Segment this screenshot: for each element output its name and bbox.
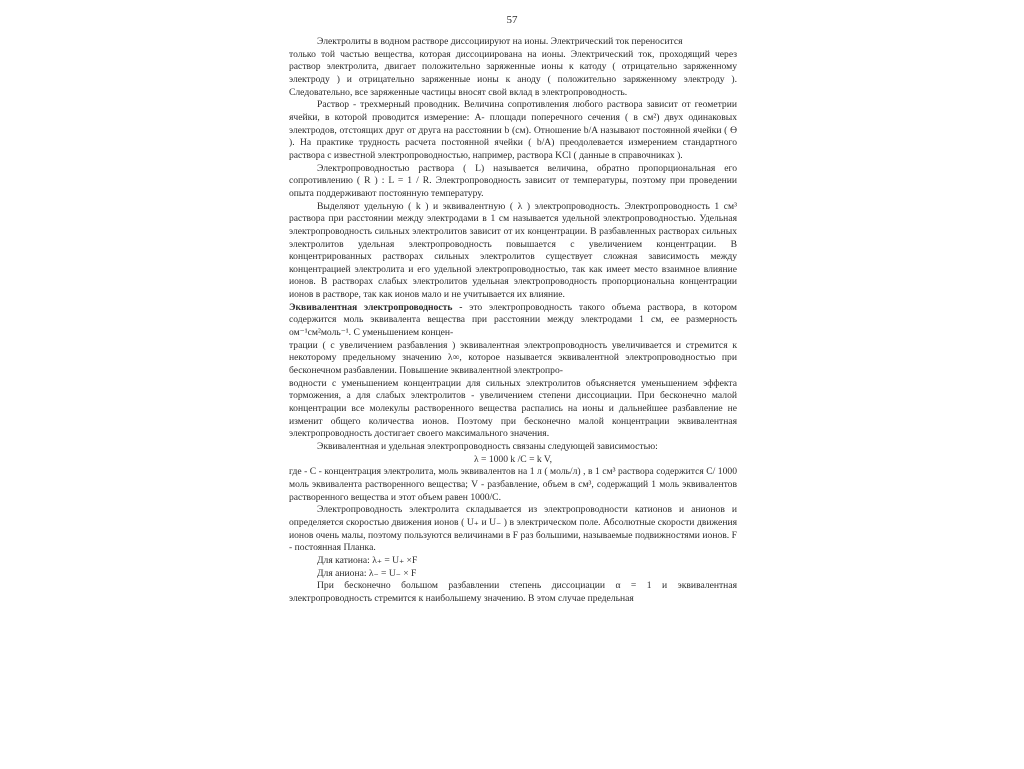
- paragraph: Эквивалентная и удельная электропроводность связаны следующей зависимостью:: [317, 441, 658, 452]
- paragraph: Раствор - трехмерный проводник. Величина сопротивления любого раствора зависит от геометрии ячейки, в которой проводится измерение: А- площади поперечного сечения ( в см²) двух одинаковых электродов, отстоящих друг от друга на расстоянии b (см). Отношение b/A называют постоянной ячейки ( ϴ ). На практике трудность расчета постоянной ячейки ( b/A) преодолевается измерением стандартного раствора с известной электропроводностью, например, раствора KCl ( данные в справочниках ).: [289, 99, 737, 161]
- paragraph: только той частью вещества, которая диссоциирована на ионы. Электрический ток, проходящий через раствор электролита, двигает положительно заряженные ионы к катоду ( отрицательно заряженному электроду ) и отрицательно заряженные ионы к аноду ( положительно заряженному электроду ). Следовательно, все заряженные частицы вносят свой вклад в электропроводность.: [289, 48, 737, 98]
- paragraph: водности с уменьшением концентрации для сильных электролитов объясняется уменьшением эффекта торможения, а для слабых электролитов - увеличением степени диссоциации. При бесконечно малой концентрации все молекулы растворенного вещества распались на ионы и дальнейшее разбавление не изменит общего количества ионов. Поэтому при бесконечно малой концентрации эквивалентная электропроводность достигает своего максимального значения.: [289, 377, 737, 440]
- paragraph: Для катиона: λ₊ = U₊ ×F: [317, 554, 418, 566]
- page-number: 57: [506, 14, 518, 26]
- paragraph: Электропроводностью раствора ( L) называется величина, обратно пропорциональная его сопротивлению ( R ) : L = 1 / R. Электропроводность зависит от температуры, поэтому при проведении опыта поддерживают постоянную температуру.: [289, 162, 737, 199]
- paragraph: λ = 1000 k /С = k V,: [473, 453, 553, 465]
- paragraph: трации ( с увеличением разбавления ) эквивалентная электропроводность увеличивается и стремится к некоторому предельному значению λ∞, которое называется эквивалентной электропроводностью при бесконечном разбавлении. Повышение эквивалентной электропро-: [289, 339, 737, 377]
- paragraph: Электролиты в водном растворе диссоциируют на ионы. Электрический ток переносится: [317, 36, 683, 47]
- paragraph: Для аниона: λ₋ = U₋ × F: [317, 567, 417, 579]
- bold-term: Эквивалентная электропроводность -: [289, 301, 463, 313]
- paragraph: где - С - концентрация электролита, моль эквивалентов на 1 л ( моль/л) , в 1 см³ раствора содержится С/ 1000 моль эквивалента растворенного вещества; V - разбавление, объем в см³, содержащий 1 моль эквивалентов растворенного вещества и этот объем равен 1000/С.: [289, 466, 737, 503]
- document-body: [289, 36, 737, 606]
- paragraph: Электропроводность электролита складывается из электропроводности катионов и анионов и определяется скоростью движения ионов ( U₊ и U₋ ) в электрическом поле. Абсолютные скорости движения ионов очень малы, поэтому пользуются величинами в F раз большими, называемые подвижностями ионов. F - постоянная Планка.: [289, 504, 737, 554]
- paragraph: Эквивалентная электропроводность - это электропроводность такого объема раствора, в котором содержится моль эквивалента вещества при расстоянии между электродами 1 см, ее размерность ом⁻¹см²моль⁻¹. С уменьшением концен-: [289, 301, 737, 339]
- paragraph: При бесконечно большом разбавлении степень диссоциации α = 1 и эквивалентная электропроводность стремится к наибольшему значению. В этом случае предельная: [289, 580, 737, 604]
- paragraph: Выделяют удельную ( k ) и эквивалентную ( λ ) электропроводность. Электропроводность 1 см³ раствора при расстоянии между электродами в 1 см называется удельной электропроводностью. Удельная электропроводность сильных электролитов зависит от их концентрации. В разбавленных растворах сильных электролитов удельная электропроводность повышается с увеличением концентрации. В концентрированных растворах сильных электролитов существует сложная зависимость между концентрацией электролита и его удельной электропроводностью, так как имеет место взаимное влияние ионов. В растворах слабых электролитов удельная электропроводность пропорциональна концентрации ионов в растворе, так как ионов мало и не учитывается их влияние.: [289, 200, 737, 301]
